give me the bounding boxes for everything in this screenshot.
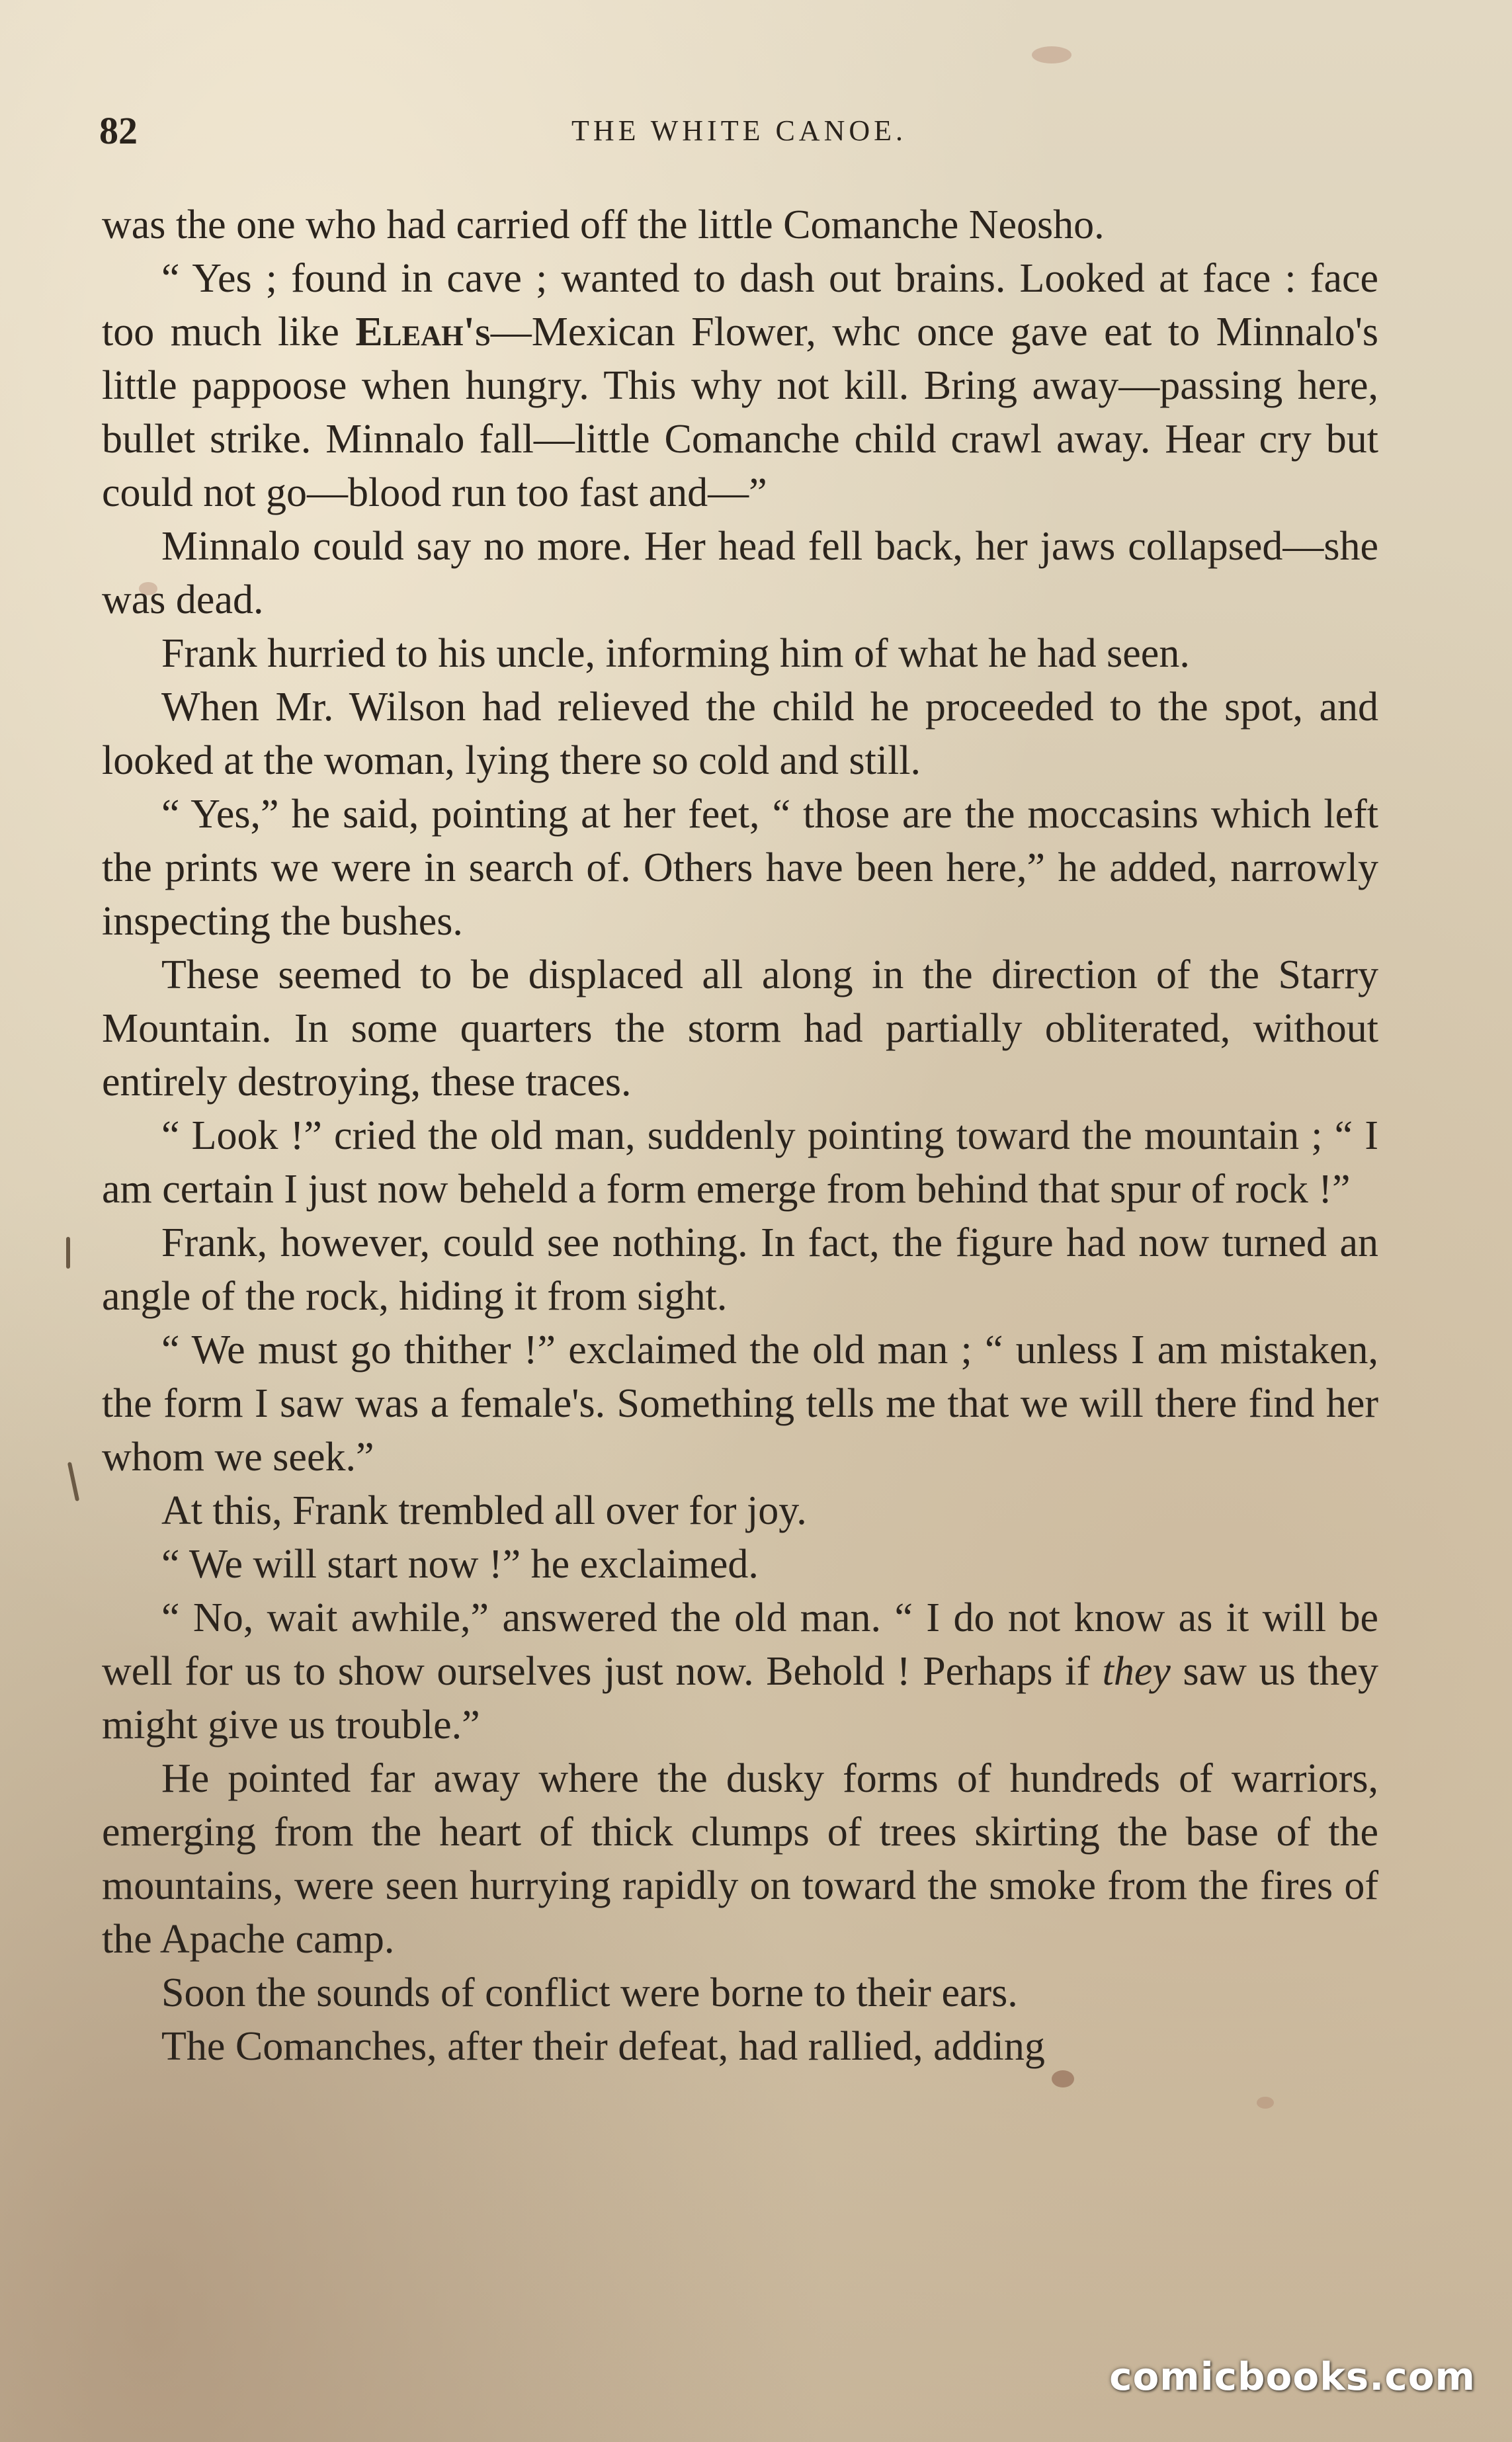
paragraph: At this, Frank trembled all over for joy. [161, 1488, 807, 1533]
paragraph: was the one who had carried off the little Comanche Neosho. [102, 202, 1105, 247]
paragraph [102, 252, 1378, 520]
paragraph: When Mr. Wilson had relieved the child he proceeded to the spot, and looked at the woman, lying there so cold and still. [102, 685, 1378, 783]
running-title: THE WHITE CANOE. [571, 114, 907, 147]
paragraph [102, 1591, 1378, 1752]
paragraph: “ Yes,” he said, pointing at her feet, “ those are the moccasins which left the prints we were in search of. Others have been here,” he added, narrowly inspecting the bushes. [102, 792, 1378, 944]
text-run: —Mexican Flower, whc once gave eat to Minnalo's little pappoose when hungry. This why not kill. Bring away—passing here, bullet strike. Minnalo fall—little Comanche child crawl away. Hear cry but could not go—blood run too fast and—” [102, 310, 1378, 515]
paragraph: Frank, however, could see nothing. In fact, the figure had now turned an angle of the rock, hiding it from sight. [102, 1220, 1378, 1319]
paragraph: These seemed to be displaced all along in the direction of the Starry Mountain. In some quarters the storm had partially obliterated, without entirely destroying, these traces. [102, 952, 1378, 1105]
paragraph: “ Look !” cried the old man, suddenly pointing toward the mountain ; “ I am certain I just now beheld a form emerge from behind that spur of rock !” [102, 1113, 1378, 1212]
stain-spot [1257, 2097, 1274, 2109]
italic-word: they [1102, 1649, 1171, 1694]
paragraph: “ We must go thither !” exclaimed the old man ; “ unless I am mistaken, the form I saw was a female's. Something tells me that we will there find her whom we seek.” [102, 1327, 1378, 1480]
text-run: saw us they might give us trouble.” [102, 1649, 1378, 1747]
watermark: comicbooks.com [1109, 2354, 1476, 2399]
paragraph: The Comanches, after their defeat, had rallied, adding [161, 2024, 1045, 2069]
paragraph: “ We will start now !” he exclaimed. [161, 1542, 759, 1587]
stain-spot [1032, 46, 1071, 63]
margin-mark [67, 1462, 79, 1501]
paragraph: Minnalo could say no more. Her head fell back, her jaws collapsed—she was dead. [102, 524, 1378, 622]
text-run: “ Yes ; found in cave ; wanted to dash out brains. Looked at face : face too much like [102, 256, 1378, 355]
page-number: 82 [99, 109, 138, 152]
paragraph: He pointed far away where the dusky forms of hundreds of warriors, emerging from the heart of thick clumps of trees skirting the base of the mountains, were seen hurrying rapidly on toward the smoke from the fires of the Apache camp. [102, 1756, 1378, 1962]
small-caps-name: Eleah's [355, 310, 491, 355]
body-text [102, 198, 1378, 2074]
paragraph: Frank hurried to his uncle, informing him of what he had seen. [161, 631, 1190, 676]
page-header [99, 99, 1379, 159]
paragraph: Soon the sounds of conflict were borne to their ears. [161, 1970, 1018, 2015]
text-run: “ No, wait awhile,” answered the old man. “ I do not know as it will be well for us to show ourselves just now. Behold ! Perhaps if [102, 1595, 1378, 1694]
margin-mark [66, 1237, 70, 1269]
